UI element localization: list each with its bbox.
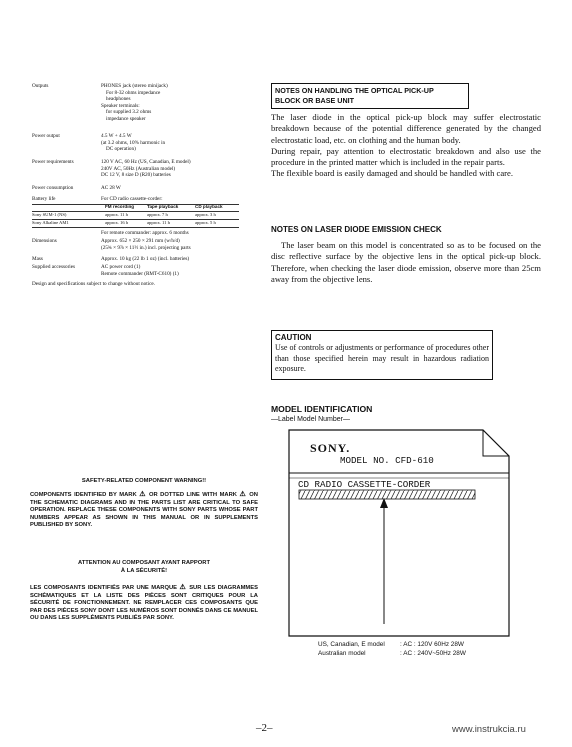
battery-row-value: approx. 11 h	[147, 220, 170, 225]
spec-value-mass: Approx. 10 kg (22 lb 1 oz) (incl. batteries)	[101, 256, 190, 262]
optical-pickup-title: NOTES ON HANDLING THE OPTICAL PICK-UP	[275, 86, 434, 95]
battery-row-name: Sony Alkaline AM1	[32, 220, 69, 225]
battery-row-value: approx. 3 h	[195, 212, 216, 217]
spec-label-outputs: Outputs	[32, 83, 49, 89]
sony-logo: SONY.	[310, 441, 351, 455]
battery-row-value: approx. 16 h	[105, 220, 129, 225]
caution-box	[271, 330, 493, 380]
product-name-line: CD RADIO CASSETTE-CORDER	[298, 479, 431, 490]
battery-row-name: Sony SUM-1 (NS)	[32, 212, 67, 217]
attention-body: LES COMPOSANTS IDENTIFIÉS PAR UNE MARQUE ⚠ SUR LES DIAGRAMMES SCHÉMATIQUES ET LA LISTE DES PIÈCES SONT CRITIQUES POUR LA SÉCURITÉ DE FONCTIONNEMENT. NE REMPLACER CES COMPOSANTS QUE PAR DES PIÈCES SONY DONT LES NUMÉROS SONT DONNÉS DANS CE MANUEL OU DANS LES SUPPLÉMENTS PUBLIÉS PAR SONY.	[30, 584, 258, 622]
spec-label-battery-life: Battery life	[32, 196, 56, 202]
warning-triangle-icon: ⚠	[179, 584, 187, 591]
power-rating-table	[318, 641, 466, 658]
warning-triangle-icon: ⚠	[239, 491, 247, 498]
spec-label-power-output: Power output	[32, 133, 60, 139]
caution-body: Use of controls or adjustments or performance of procedures other than those specified herein may result in hazardous radiation exposure.	[275, 343, 489, 373]
spec-label-power-requirements: Power requirements	[32, 159, 74, 165]
watermark-site: www.instrukcia.ru	[452, 724, 526, 735]
laser-check-title: NOTES ON LASER DIODE EMISSION CHECK	[271, 225, 442, 234]
model-number-line: MODEL NO. CFD-610	[340, 455, 434, 466]
power-rating-row: Australian model : AC : 240V~50Hz 28W	[318, 649, 466, 657]
spec-value-power-output: 4.5 W + 4.5 W (at 3.2 ohms, 10% harmonic in DC operation)	[101, 133, 166, 153]
spec-note: Design and specifications subject to change without notice.	[32, 281, 156, 287]
model-id-title: MODEL IDENTIFICATION	[271, 404, 373, 414]
optical-pickup-body: The laser diode in the optical pick-up block may suffer electrostatic breakdown because of the potential difference generated by the changed electrostatic load, etc. on clothing and the human body. During repair, pay attention to electrostatic breakdown and also use the procedure in the printed matter which is included in the repair parts. The flexible board is easily damaged and should be handled with care.	[271, 112, 541, 179]
battery-row-value: approx. 7 h	[147, 212, 168, 217]
page-number: –2–	[256, 722, 273, 734]
model-id-subtitle: —Label Model Number—	[271, 416, 350, 423]
battery-header-tape: Tape playback	[147, 204, 179, 209]
warning-triangle-icon: ⚠	[139, 491, 147, 498]
caution-title: CAUTION	[275, 333, 312, 342]
spec-label-mass: Mass	[32, 256, 43, 262]
spec-label-dimensions: Dimensions	[32, 238, 57, 244]
hatched-serial-bar	[299, 490, 475, 499]
battery-header-cd: CD playback	[195, 204, 223, 209]
battery-header-fm: FM recording	[105, 204, 135, 209]
optical-pickup-title-box: NOTES ON HANDLING THE OPTICAL PICK-UP BLOCK OR BASE UNIT	[271, 83, 469, 109]
spec-value-power-consumption: AC 28 W	[101, 185, 121, 191]
battery-row-value: approx. 5 h	[195, 220, 216, 225]
battery-table-rule-bottom	[32, 227, 239, 228]
power-rating-row: US, Canadian, E model : AC : 120V 60Hz 28W	[318, 641, 464, 648]
spec-value-accessories: AC power cord (1) Remote commander (RMT-C610) (1)	[101, 264, 179, 277]
spec-value-remote-battery: For remote commander: approx. 6 months	[101, 230, 189, 236]
safety-warning-title: SAFETY-RELATED COMPONENT WARNING!!	[81, 478, 207, 484]
spec-value-dimensions: Approx. 652 × 250 × 291 mm (w/h/d) (25¾ × 9⅞ × 11½ in.) incl. projecting parts	[101, 238, 191, 251]
battery-row-value: approx. 11 h	[105, 212, 128, 217]
safety-warning-body: COMPONENTS IDENTIFIED BY MARK ⚠ OR DOTTED LINE WITH MARK ⚠ ON THE SCHEMATIC DIAGRAMS AND IN THE PARTS LIST ARE CRITICAL TO SAFE OPERATION. REPLACE THESE COMPONENTS WITH SONY PARTS WHOSE PART NUMBERS APPEAR AS SHOWN IN THIS MANUAL OR IN SUPPLEMENTS PUBLISHED BY SONY.	[30, 491, 258, 529]
spec-value-outputs: PHONES jack (stereo minijack) For 8-32 ohms impedance headphones Speaker terminals: for supplied 3.2 ohms impedance speaker	[101, 83, 168, 122]
laser-check-body: The laser beam on this model is concentrated so as to be focused on the disc reflective surface by the objective lens in the optical pick-up block. Therefore, when checking the laser diode emission, observe more than 25cm away from the objective lens.	[271, 240, 541, 284]
spec-value-battery-life: For CD radio cassette-corder:	[101, 196, 163, 202]
attention-title: ATTENTION AU COMPOSANT AYANT RAPPORT À LA SÉCURITÉ!	[77, 560, 211, 574]
spec-label-power-consumption: Power consumption	[32, 185, 74, 191]
spec-label-accessories: Supplied accessories	[32, 264, 76, 270]
spec-value-power-requirements: 120 V AC, 60 Hz (US, Canadian, E model) 240V AC, 50Hz (Australian model) DC 12 V, 8 size D (R20) batteries	[101, 159, 191, 179]
